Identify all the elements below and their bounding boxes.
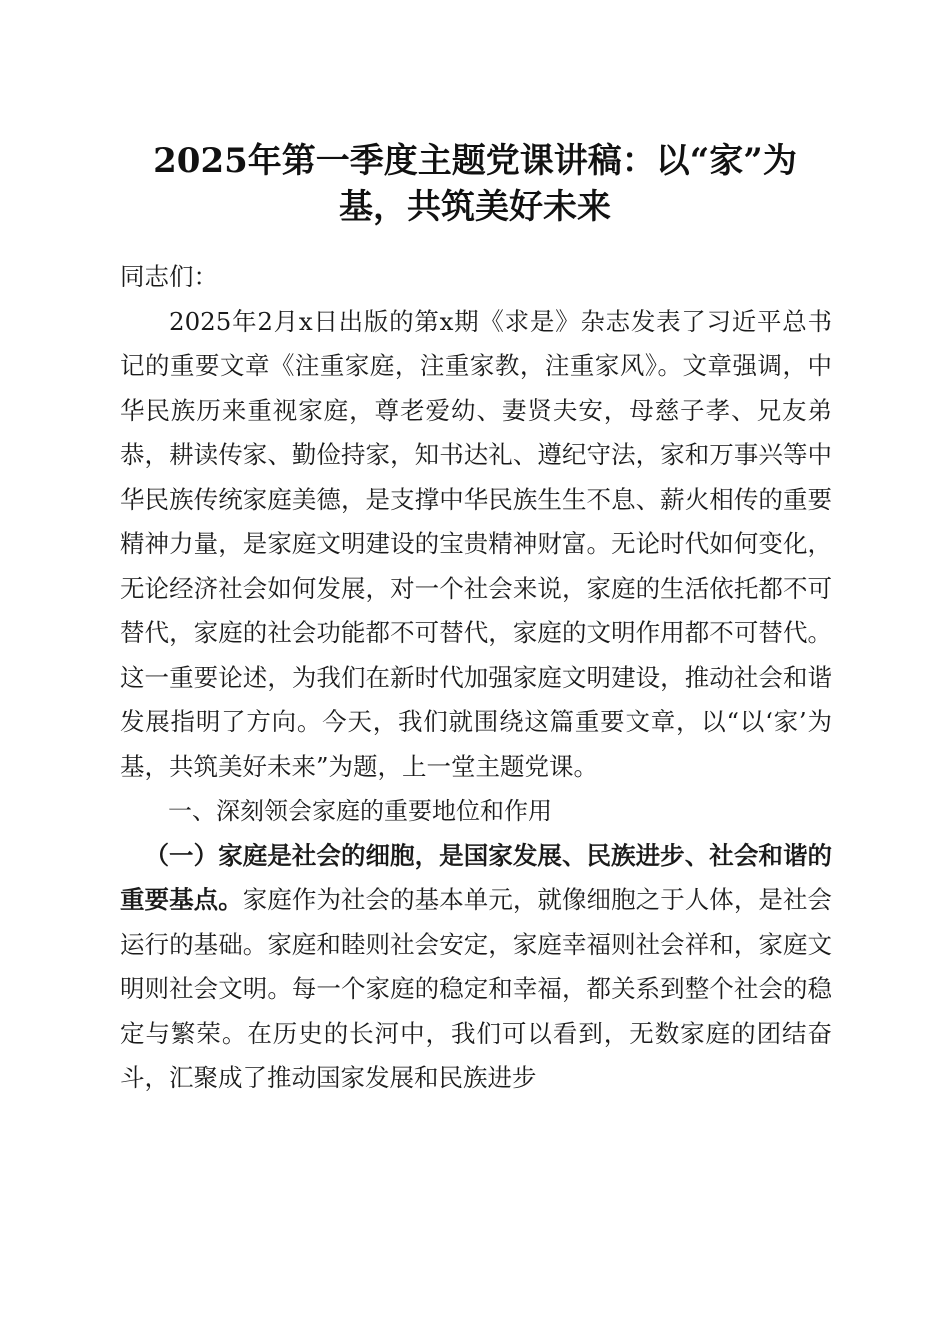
- title-line-2: 基，共筑美好未来: [339, 187, 611, 227]
- title-line-1: 2025年第一季度主题党课讲稿：以“家”为: [153, 141, 797, 181]
- section-heading-1: 一、深刻领会家庭的重要地位和作用: [168, 797, 552, 825]
- intro-paragraph: 2025年2月x日出版的第x期《求是》杂志发表了习近平总书记的重要文章《注重家庭，注重家教，注重家风》。文章强调，中华民族历来重视家庭，尊老爱幼、妻贤夫安，母慈子孝、兄友弟恭，耕读传家、勤俭持家，知书达礼、遵纪守法，家和万事兴等中华民族传统家庭美德，是支撑中华民族生生不息、薪火相传的重要精神力量，是家庭文明建设的宝贵精神财富。无论时代如何变化，无论经济社会如何发展，对一个社会来说，家庭的生活依托都不可替代，家庭的社会功能都不可替代，家庭的文明作用都不可替代。这一重要论述，为我们在新时代加强家庭文明建设，推动社会和谐发展指明了方向。今天，我们就围绕这篇重要文章，以“以‘家’为基，共筑美好未来”为题，上一堂主题党课。: [120, 306, 832, 781]
- salutation: 同志们：: [120, 262, 218, 291]
- subsection-text-1: 家庭作为社会的基本单元，就像细胞之于人体，是社会运行的基础。家庭和睦则社会安定，家庭幸福则社会祥和，家庭文明则社会文明。每一个家庭的稳定和幸福，都关系到整个社会的稳定与繁荣。在历史的长河中，我们可以看到，无数家庭的团结奋斗，汇聚成了推动国家发展和民族进步: [120, 885, 833, 1092]
- subsection-heading-1: （一）家庭是社会的细胞，是国家发展、民族进步、社会和谐的重要基点。: [120, 840, 832, 914]
- document-body: [120, 255, 832, 1101]
- subsection-paragraph-1: [120, 834, 832, 1101]
- document-title: [110, 138, 840, 230]
